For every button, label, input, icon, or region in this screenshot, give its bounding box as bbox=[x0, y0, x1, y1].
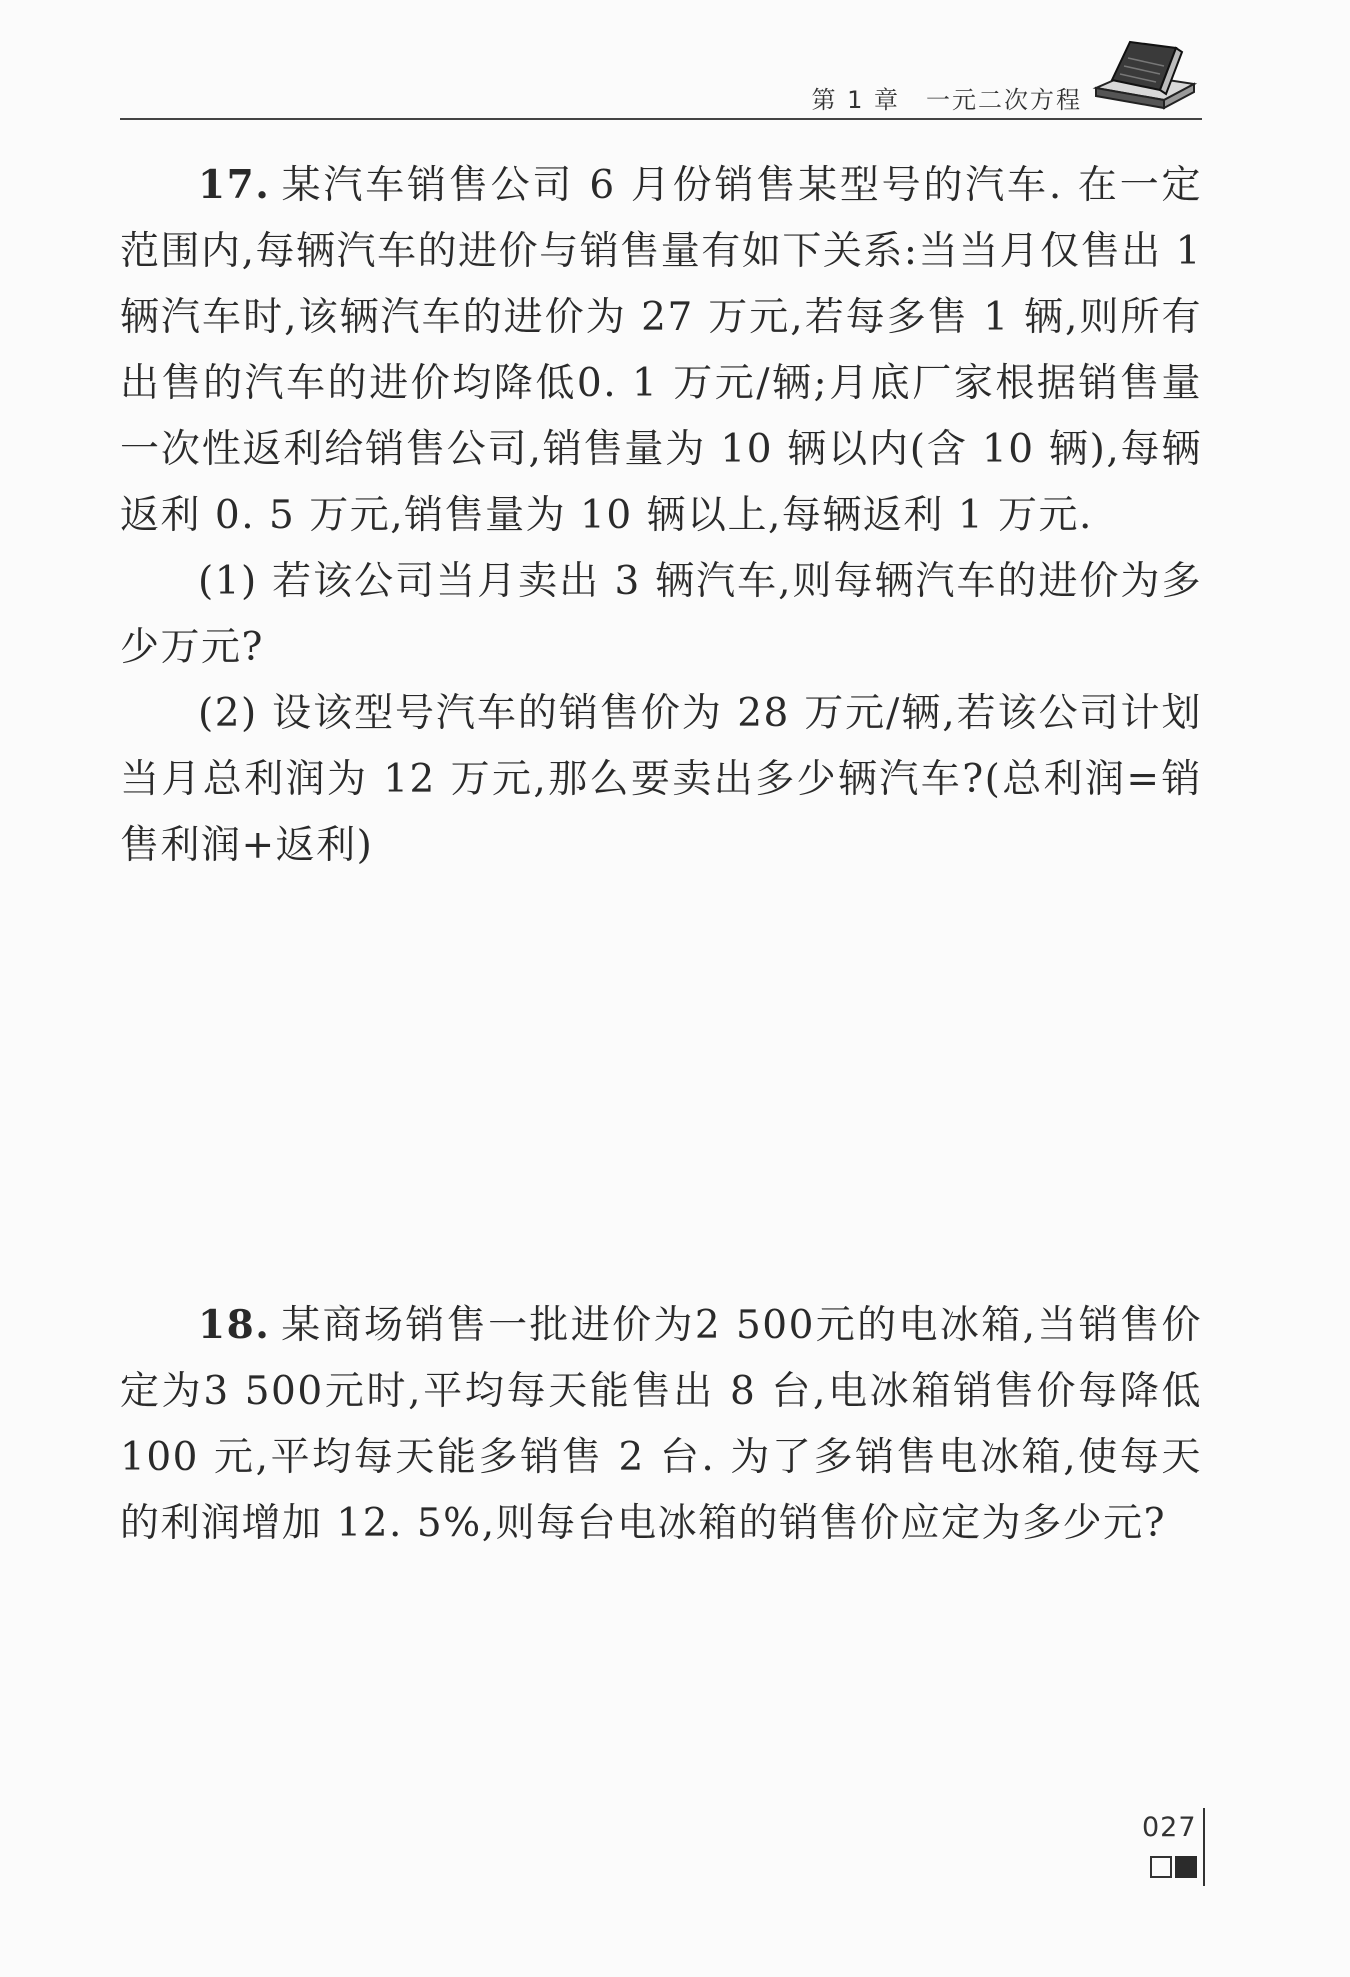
page-header bbox=[120, 40, 1202, 122]
empty-square-icon bbox=[1150, 1856, 1172, 1878]
problem-17-stem-paragraph bbox=[120, 152, 1202, 549]
footer-marks bbox=[1150, 1856, 1200, 1878]
chapter-label: 第 1 章 bbox=[811, 86, 900, 114]
problem-17-part-2: (2) 设该型号汽车的销售价为 28 万元/辆,若该公司计划当月总利润为 12 万元,那么要卖出多少辆汽车?(总利润=销售利润+返利) bbox=[120, 691, 1202, 868]
footer-divider bbox=[1203, 1808, 1205, 1886]
problem-17-number: 17. bbox=[198, 162, 271, 208]
problem-18-stem-paragraph bbox=[120, 1292, 1202, 1557]
problem-18-number: 18. bbox=[198, 1302, 271, 1348]
chapter-heading bbox=[811, 80, 1082, 115]
problem-17-part-1: (1) 若该公司当月卖出 3 辆汽车,则每辆汽车的进价为多少万元? bbox=[120, 559, 1202, 670]
problem-17-stem: 某汽车销售公司 6 月份销售某型号的汽车. 在一定范围内,每辆汽车的进价与销售量有如下关系:当当月仅售出 1 辆汽车时,该辆汽车的进价为 27 万元,若每多售 1 辆,则所有出售的汽车的进价均降低0. 1 万元/辆;月底厂家根据销售量一次性返利给销售公司,销售量为 10 辆以内(含 10 辆),每辆返利 0. 5 万元,销售量为 10 辆以上,每辆返利 1 万元. bbox=[120, 163, 1202, 538]
problem-18-stem: 某商场销售一批进价为2 500元的电冰箱,当销售价定为3 500元时,平均每天能售出 8 台,电冰箱销售价每降低 100 元,平均每天能多销售 2 台. 为了多销售电冰箱,使每天的利润增加 12. 5%,则每台电冰箱的销售价应定为多少元? bbox=[120, 1303, 1202, 1546]
book-stack-icon bbox=[1090, 40, 1200, 112]
problem-18 bbox=[120, 1292, 1202, 1557]
page-number: 027 bbox=[1142, 1812, 1197, 1843]
header-divider bbox=[120, 118, 1202, 120]
chapter-title: 一元二次方程 bbox=[926, 86, 1082, 114]
problem-17 bbox=[120, 152, 1202, 879]
filled-square-icon bbox=[1175, 1856, 1197, 1878]
